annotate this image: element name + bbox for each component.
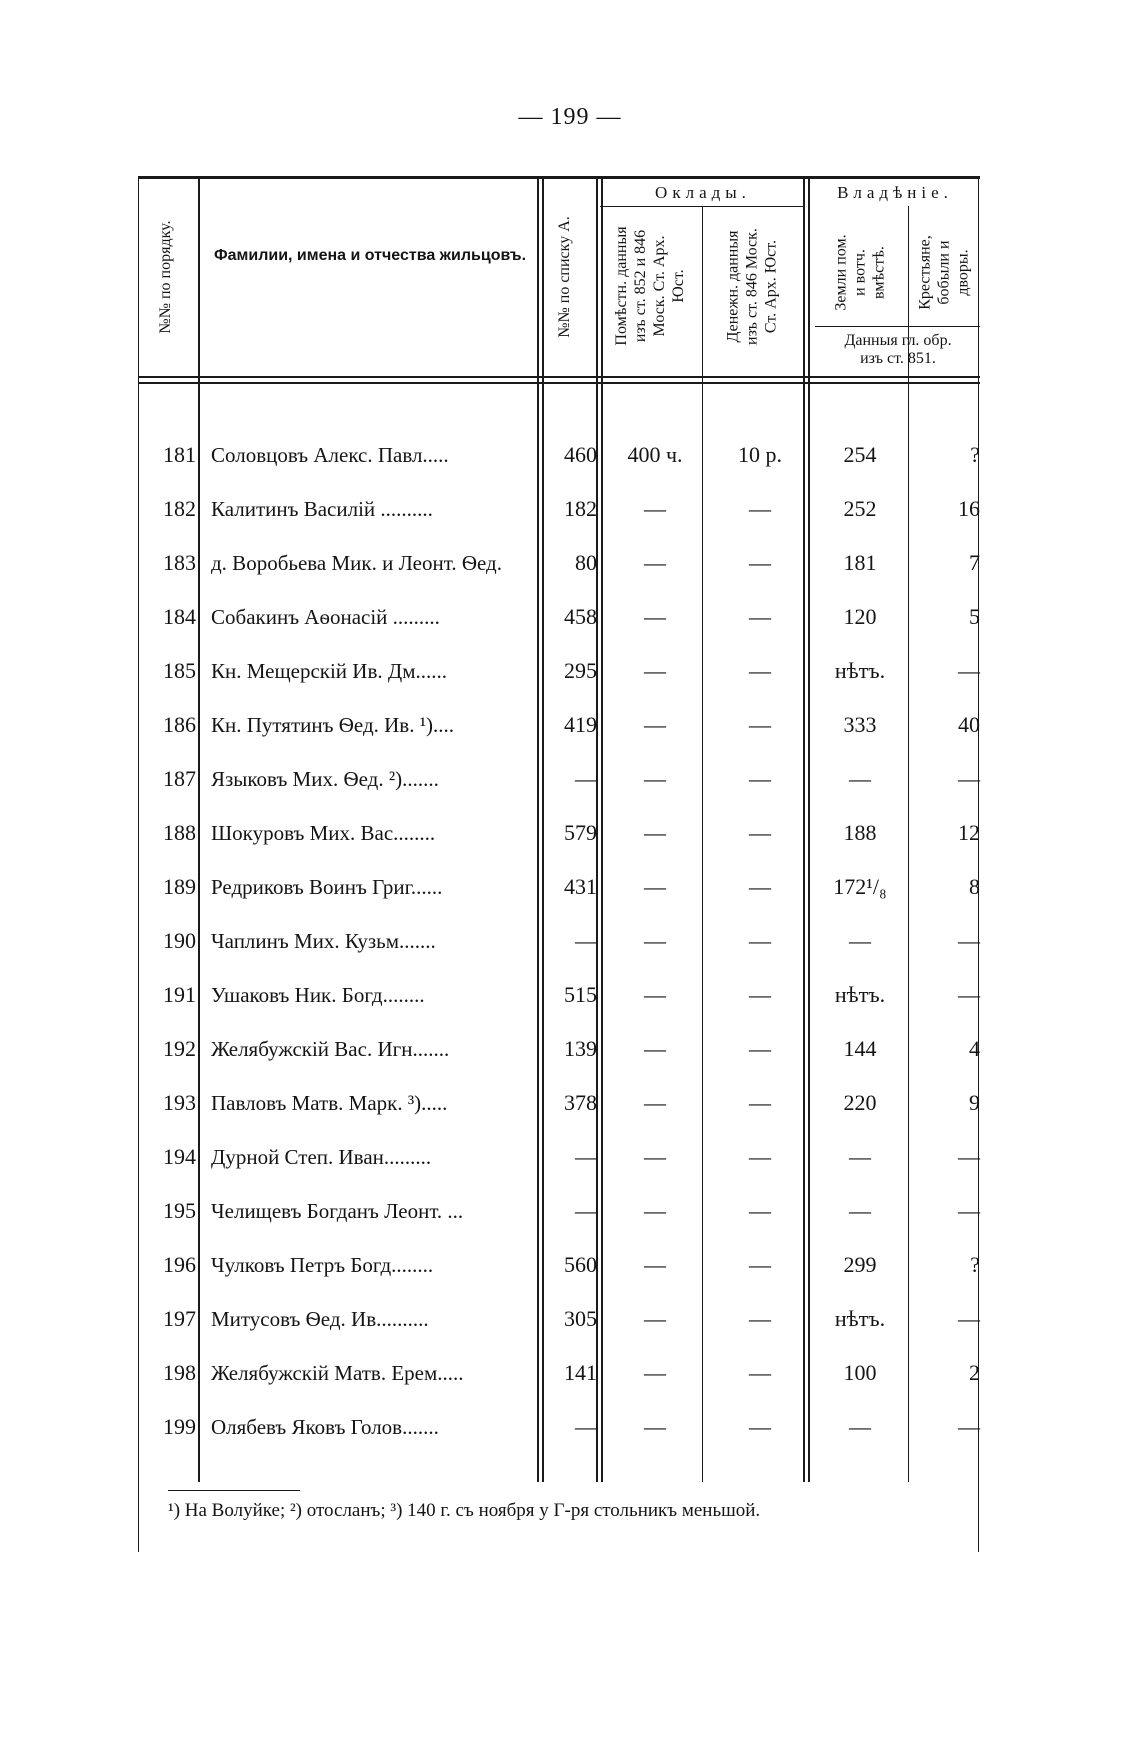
row-pomestn: — — [644, 496, 666, 521]
row-name: Олябевъ Яковъ Голов....... — [211, 1415, 439, 1439]
row-name: Редриковъ Воинъ Григ...... — [211, 875, 443, 899]
row-pomestn: 400 ч. — [627, 442, 683, 467]
row-list-no: — — [575, 1198, 597, 1223]
footnote: ¹) На Волуйке; ²) отосланъ; ³) 140 г. съ ноября у Г-ря стольникъ меньшой. — [168, 1500, 761, 1521]
row-zemli: — — [849, 1414, 871, 1439]
header-order-no: №№ по порядку. — [157, 220, 174, 334]
row-denezh: — — [749, 496, 771, 521]
row-zemli: 299 — [843, 1252, 877, 1277]
row-denezh: — — [749, 604, 771, 629]
rule-after-order-no — [198, 176, 200, 1482]
row-denezh: — — [749, 1414, 771, 1439]
row-number: 196 — [163, 1252, 196, 1277]
row-name: Шокуровъ Мих. Вас........ — [211, 821, 436, 845]
row-name: Собакинъ Аѳонасій ......... — [211, 605, 440, 629]
row-denezh: — — [749, 658, 771, 683]
header-zemli: Земли пом. и вотч. вмѣстѣ. — [832, 234, 888, 311]
row-name: Языковъ Мих. Ѳед. ²)....... — [211, 767, 439, 791]
row-list-no: 378 — [564, 1090, 597, 1115]
row-pomestn: — — [644, 1036, 666, 1061]
row-krestyane: 4 — [969, 1036, 980, 1061]
row-number: 182 — [163, 496, 196, 521]
header-krestyane: Крестьяне, бобыли и дворы. — [916, 235, 972, 310]
row-krestyane: — — [958, 982, 980, 1007]
row-zemli: — — [849, 928, 871, 953]
row-denezh: — — [749, 766, 771, 791]
row-zemli: — — [849, 766, 871, 791]
row-krestyane: ? — [970, 1252, 980, 1277]
row-number: 198 — [163, 1360, 196, 1385]
row-name: Желябужскій Матв. Ерем..... — [211, 1361, 464, 1385]
row-zemli: 220 — [843, 1090, 877, 1115]
row-number: 181 — [163, 442, 196, 467]
row-name: Желябужскій Вас. Игн....... — [211, 1037, 450, 1061]
row-krestyane: 9 — [969, 1090, 980, 1115]
row-list-no: 431 — [564, 874, 597, 899]
row-number: 194 — [163, 1144, 196, 1169]
header-denezh: Денежн. данныя изъ ст. 846 Моск. Ст. Арх. Юст. — [724, 228, 780, 345]
row-denezh: 10 р. — [738, 442, 782, 467]
row-zemli: 252 — [843, 496, 877, 521]
row-denezh: — — [749, 712, 771, 737]
row-name: Чаплинъ Мих. Кузьм....... — [211, 929, 436, 953]
row-number: 188 — [163, 820, 196, 845]
row-pomestn: — — [644, 1360, 666, 1385]
row-zemli: нѣтъ. — [834, 982, 886, 1007]
row-list-no: 460 — [564, 442, 597, 467]
rule-before-list-no-b — [542, 176, 544, 1482]
row-pomestn: — — [644, 1252, 666, 1277]
row-krestyane: — — [958, 928, 980, 953]
table-top-rule — [138, 176, 980, 179]
row-pomestn: — — [644, 658, 666, 683]
row-krestyane: 2 — [969, 1360, 980, 1385]
row-denezh: — — [749, 982, 771, 1007]
row-name: Митусовъ Ѳед. Ив.......... — [211, 1307, 429, 1331]
row-zemli: нѣтъ. — [834, 658, 886, 683]
row-denezh: — — [749, 928, 771, 953]
row-zemli: — — [849, 1198, 871, 1223]
row-list-no: 80 — [575, 550, 597, 575]
row-krestyane: 8 — [969, 874, 980, 899]
row-number: 184 — [163, 604, 196, 629]
row-list-no: 458 — [564, 604, 597, 629]
rule-vladenie-split — [908, 206, 909, 1482]
row-pomestn: — — [644, 604, 666, 629]
row-zemli: нѣтъ. — [834, 1306, 886, 1331]
row-denezh: — — [749, 1306, 771, 1331]
row-krestyane: — — [958, 1414, 980, 1439]
rule-before-oklady-b — [601, 176, 603, 1482]
row-pomestn: — — [644, 1306, 666, 1331]
row-name: Кн. Путятинъ Ѳед. Ив. ¹).... — [211, 713, 454, 737]
row-name: Ушаковъ Ник. Богд........ — [211, 983, 425, 1007]
row-pomestn: — — [644, 982, 666, 1007]
row-zemli: 181 — [843, 550, 877, 575]
row-pomestn: — — [644, 712, 666, 737]
row-number: 183 — [163, 550, 196, 575]
footnote-rule — [168, 1490, 300, 1491]
vladenie-sub-rule — [815, 326, 980, 327]
row-pomestn: — — [644, 766, 666, 791]
row-zemli: 144 — [843, 1036, 877, 1061]
row-list-no: 579 — [564, 820, 597, 845]
row-krestyane: — — [958, 1198, 980, 1223]
row-list-no: 139 — [564, 1036, 597, 1061]
row-number: 186 — [163, 712, 196, 737]
row-zemli: 120 — [843, 604, 877, 629]
row-number: 185 — [163, 658, 196, 683]
row-krestyane: 12 — [958, 820, 980, 845]
row-name: Калитинъ Василій .......... — [211, 497, 433, 521]
row-list-no: — — [575, 766, 597, 791]
row-name: д. Воробьева Мик. и Леонт. Ѳед. — [211, 551, 502, 575]
row-denezh: — — [749, 1090, 771, 1115]
row-name: Чулковъ Петръ Богд........ — [211, 1253, 434, 1277]
row-denezh: — — [749, 1198, 771, 1223]
row-list-no: 419 — [564, 712, 597, 737]
row-pomestn: — — [644, 550, 666, 575]
row-list-no: 182 — [564, 496, 597, 521]
header-bottom-rule-2 — [138, 382, 980, 384]
row-zemli: 254 — [843, 442, 877, 467]
row-list-no: 141 — [564, 1360, 597, 1385]
header-vladenie-group: Владѣніе. — [837, 183, 953, 202]
row-list-no: — — [575, 928, 597, 953]
row-name: Павловъ Матв. Марк. ³)..... — [211, 1091, 448, 1115]
row-denezh: — — [749, 1036, 771, 1061]
row-number: 197 — [163, 1306, 196, 1331]
row-number: 189 — [163, 874, 196, 899]
row-pomestn: — — [644, 928, 666, 953]
rule-before-list-no-a — [537, 176, 539, 1482]
header-name: Фамилии, имена и отчества жильцовъ. — [213, 247, 527, 264]
row-name: Челищевъ Богданъ Леонт. ... — [211, 1199, 464, 1223]
header-vladenie-source: Данныя гл. обр. изъ ст. 851. — [844, 332, 952, 367]
row-name: Дурной Степ. Иван......... — [211, 1145, 432, 1169]
row-list-no: — — [575, 1414, 597, 1439]
row-list-no: 305 — [564, 1306, 597, 1331]
header-list-no: №№ по списку А. — [556, 216, 573, 338]
row-zemli: 333 — [843, 712, 877, 737]
header-pomestn: Помѣстн. данныя изъ ст. 852 и 846 Моск. Ст. Арх. Юст. — [613, 226, 687, 346]
row-pomestn: — — [644, 820, 666, 845]
row-zemli: 100 — [843, 1360, 877, 1385]
row-pomestn: — — [644, 874, 666, 899]
row-pomestn: — — [644, 1144, 666, 1169]
row-number: 191 — [163, 982, 196, 1007]
row-krestyane: 7 — [969, 550, 980, 575]
row-pomestn: — — [644, 1090, 666, 1115]
row-denezh: — — [749, 1252, 771, 1277]
row-zemli: 172¹/₈ — [833, 874, 887, 899]
row-krestyane: — — [958, 766, 980, 791]
row-pomestn: — — [644, 1198, 666, 1223]
row-denezh: — — [749, 820, 771, 845]
row-krestyane: — — [958, 1144, 980, 1169]
row-denezh: — — [749, 1144, 771, 1169]
row-number: 192 — [163, 1036, 196, 1061]
row-number: 190 — [163, 928, 196, 953]
row-number: 187 — [163, 766, 196, 791]
row-krestyane: 5 — [969, 604, 980, 629]
row-name: Кн. Мещерскій Ив. Дм...... — [211, 659, 447, 683]
row-pomestn: — — [644, 1414, 666, 1439]
row-krestyane: 40 — [958, 712, 980, 737]
row-number: 199 — [163, 1414, 196, 1439]
row-number: 195 — [163, 1198, 196, 1223]
header-oklady-group: Оклады. — [655, 183, 751, 202]
row-zemli: — — [849, 1144, 871, 1169]
row-list-no: 560 — [564, 1252, 597, 1277]
row-list-no: 295 — [564, 658, 597, 683]
row-list-no: — — [575, 1144, 597, 1169]
row-name: Соловцовъ Алекс. Павл..... — [211, 443, 449, 467]
row-list-no: 515 — [564, 982, 597, 1007]
row-number: 193 — [163, 1090, 196, 1115]
row-krestyane: 16 — [958, 496, 980, 521]
row-krestyane: — — [958, 658, 980, 683]
row-denezh: — — [749, 550, 771, 575]
row-denezh: — — [749, 1360, 771, 1385]
row-krestyane: — — [958, 1306, 980, 1331]
page-number: — 199 — — [518, 104, 622, 130]
row-zemli: 188 — [843, 820, 877, 845]
row-krestyane: ? — [970, 442, 980, 467]
header-bottom-rule-1 — [138, 376, 980, 378]
row-denezh: — — [749, 874, 771, 899]
